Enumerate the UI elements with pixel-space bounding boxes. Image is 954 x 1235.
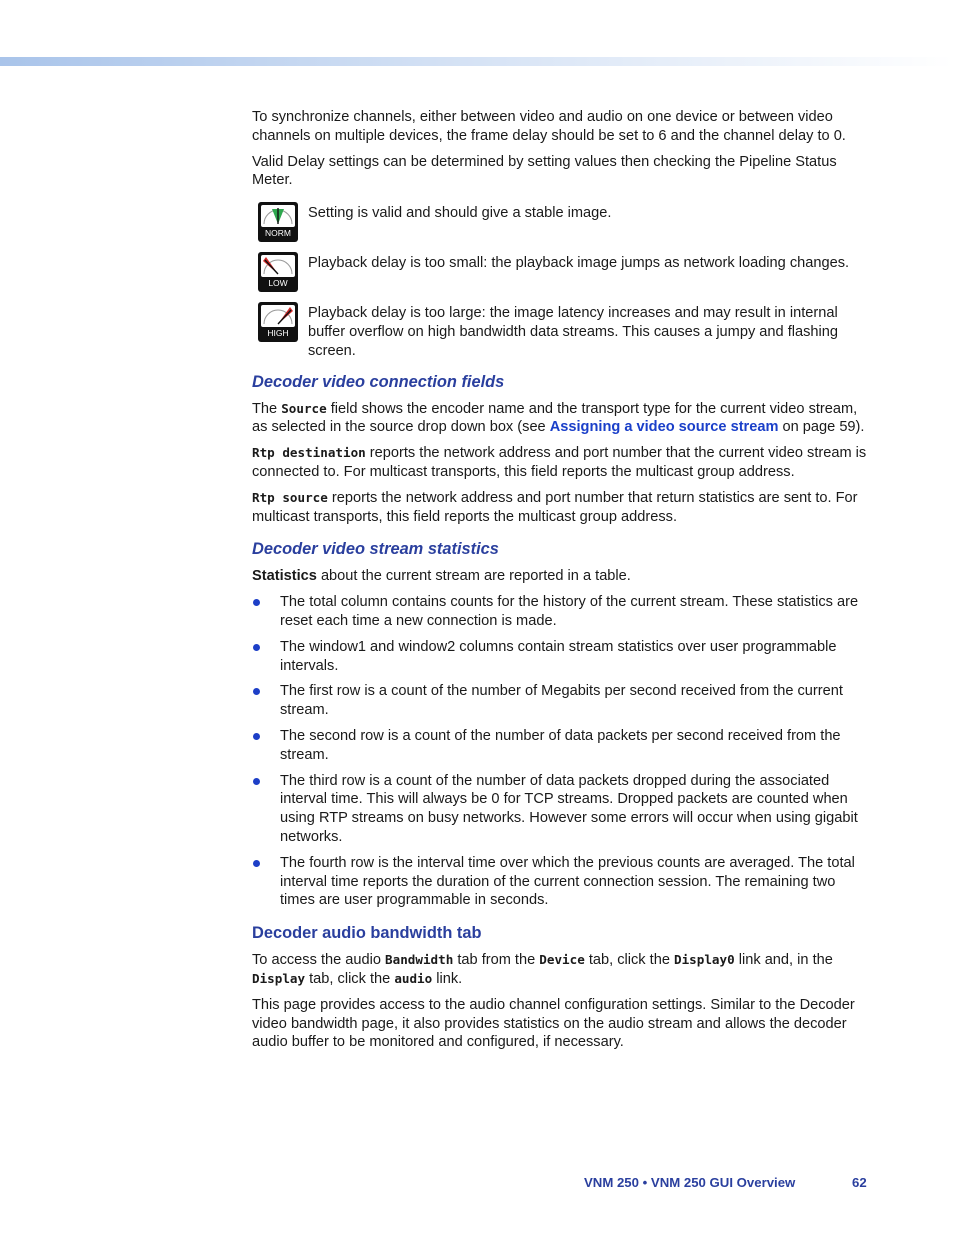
low-meter-label: LOW [268,278,288,289]
bullet-icon [253,733,260,740]
bandwidth-code: Bandwidth [385,952,454,968]
list-item [252,593,874,631]
audio-description-paragraph: This page provides access to the audio channel configuration settings. Similar to the Decoder video bandwidth page, it also provides statistics on the audio stream and allows the decoder audio buffer to be monitored and configured, if necessary. [252,996,855,1051]
bullet-icon [253,860,260,867]
norm-meter-icon [258,202,298,242]
page-content [252,108,874,1059]
list-item [252,854,874,910]
meter-row-norm [252,202,874,242]
text-span: on page 59). [778,419,865,436]
text-span: about the current stream are reported in a table. [316,568,631,585]
text-span: reports the network address and port number that return statistics are sent to. For multicast transports, this field reports the multicast group address. [252,489,858,525]
text-span: field shows the encoder name and the transport type for the current video stream, as selected in the source drop down box (see [252,400,858,436]
norm-meter-description: Setting is valid and should give a stable image. [308,205,612,222]
list-item-text: The fourth row is the interval time over which the previous counts are averaged. The total interval time reports the duration of the current connection session. The remaining two times are user programmable in seconds. [280,854,855,909]
display-code: Display [252,970,306,986]
section-heading-connection-fields: Decoder video connection fields [252,372,505,391]
list-item [252,682,874,720]
source-field-paragraph [252,400,874,438]
assigning-source-link[interactable]: Assigning a video source stream [549,419,779,436]
audio-code: audio [394,970,433,986]
audio-access-paragraph [252,951,874,989]
text-span: The [252,400,282,417]
list-item-text: The third row is a count of the number of data packets dropped during the associated interval time. This will always be 0 for TCP streams. Dropped packets are counted when using RTP streams on busy networks. However some errors will occur when using gigabit networks. [280,772,858,845]
text-span: link and, in the [734,952,833,969]
page-footer [0,1174,954,1194]
bullet-icon [253,688,260,695]
text-span: link. [432,970,463,987]
rtp-source-code: Rtp source [252,489,328,505]
intro-paragraph-2: Valid Delay settings can be determined by setting values then checking the Pipeline Status Meter. [252,153,837,189]
text-span: reports the network address and port number that the current video stream is connected to. For multicast transports, this field reports the multicast group address. [252,445,867,480]
rtp-destination-code: Rtp destination [252,445,366,461]
page-number: 62 [852,1175,867,1190]
meter-row-low [252,252,874,292]
section-heading-stream-statistics: Decoder video stream statistics [252,540,499,559]
section-heading-audio-bandwidth: Decoder audio bandwidth tab [252,924,482,943]
rtp-source-paragraph [252,489,874,527]
norm-meter-label: NORM [265,228,291,239]
source-code: Source [281,400,327,416]
list-item-text: The total column contains counts for the history of the current stream. These statistics are reset each time a new connection is made. [280,594,859,629]
statistics-bold: Statistics [252,568,317,585]
text-span: tab, click the [305,970,395,987]
meter-row-high [252,302,874,360]
statistics-bullet-list [252,593,874,910]
statistics-intro [252,567,874,586]
bullet-icon [253,778,260,785]
footer-title: VNM 250 • VNM 250 GUI Overview [584,1175,796,1190]
list-item [252,727,874,765]
high-meter-description: Playback delay is too large: the image latency increases and may result in internal buffer overflow on high bandwidth data streams. This causes a jumpy and flashing screen. [308,305,839,359]
text-span: tab from the [453,952,540,969]
list-item-text: The first row is a count of the number of Megabits per second received from the current stream. [280,683,843,719]
low-meter-description: Playback delay is too small: the playback image jumps as network loading changes. [308,255,850,272]
header-gradient-bar [0,57,954,66]
bullet-icon [253,644,260,651]
text-span: tab, click the [584,952,675,969]
intro-paragraph-1: To synchronize channels, either between video and audio on one device or between video channels on multiple devices, the frame delay should be set to 6 and the channel delay to 0. [252,109,846,144]
low-meter-icon [258,252,298,292]
high-meter-icon [258,302,298,342]
list-item [252,638,874,676]
display0-code: Display0 [674,952,735,968]
bullet-icon [253,599,260,606]
list-item [252,772,874,847]
text-span: To access the audio [252,952,386,969]
rtp-destination-paragraph [252,444,874,482]
list-item-text: The window1 and window2 columns contain stream statistics over user programmable intervals. [280,638,837,674]
device-code: Device [539,952,585,968]
high-meter-label: HIGH [267,328,289,339]
list-item-text: The second row is a count of the number of data packets per second received from the stream. [280,727,841,763]
